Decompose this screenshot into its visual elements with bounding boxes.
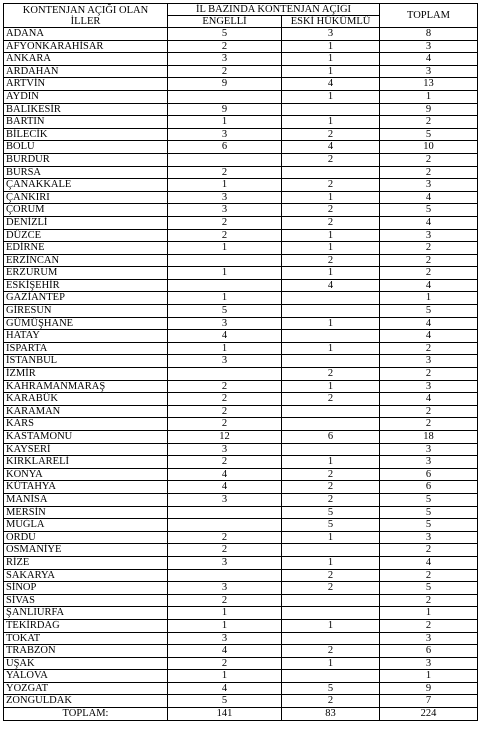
- table-row: [4, 405, 478, 418]
- province-cell: SİVAS: [4, 594, 168, 607]
- table-row: [4, 519, 478, 532]
- table-row: [4, 619, 478, 632]
- table-row: [4, 506, 478, 519]
- province-cell: GAZİANTEP: [4, 292, 168, 305]
- province-cell: ARTVİN: [4, 78, 168, 91]
- toplam-cell: 2: [380, 544, 478, 557]
- province-cell: ARDAHAN: [4, 65, 168, 78]
- table-row: [4, 267, 478, 280]
- engelli-cell: 2: [168, 229, 282, 242]
- eski-hukumlu-cell: 1: [282, 53, 380, 66]
- table-row: [4, 670, 478, 683]
- table-row: [4, 317, 478, 330]
- table-row: [4, 216, 478, 229]
- engelli-cell: 3: [168, 556, 282, 569]
- eski-hukumlu-cell: [282, 544, 380, 557]
- table-row: [4, 204, 478, 217]
- header-eski-hukumlu: ESKİ HÜKÜMLÜ: [282, 16, 380, 28]
- eski-hukumlu-cell: [282, 418, 380, 431]
- engelli-cell: 2: [168, 405, 282, 418]
- engelli-cell: 1: [168, 267, 282, 280]
- engelli-cell: 2: [168, 531, 282, 544]
- eski-hukumlu-cell: 1: [282, 456, 380, 469]
- eski-hukumlu-cell: 2: [282, 216, 380, 229]
- table-row: [4, 116, 478, 129]
- toplam-cell: 4: [380, 216, 478, 229]
- table-row: [4, 342, 478, 355]
- engelli-cell: 4: [168, 481, 282, 494]
- province-cell: EDİRNE: [4, 242, 168, 255]
- engelli-cell: 3: [168, 204, 282, 217]
- eski-hukumlu-cell: 1: [282, 229, 380, 242]
- table-row: [4, 531, 478, 544]
- table-body: [4, 28, 478, 708]
- eski-hukumlu-cell: 2: [282, 582, 380, 595]
- toplam-cell: 6: [380, 645, 478, 658]
- engelli-cell: 1: [168, 670, 282, 683]
- engelli-cell: 3: [168, 317, 282, 330]
- eski-hukumlu-cell: [282, 670, 380, 683]
- engelli-cell: 5: [168, 695, 282, 708]
- eski-hukumlu-cell: 1: [282, 267, 380, 280]
- eski-hukumlu-cell: 1: [282, 531, 380, 544]
- province-cell: DENİZLİ: [4, 216, 168, 229]
- province-cell: İSTANBUL: [4, 355, 168, 368]
- header-engelli: ENGELLİ: [168, 16, 282, 28]
- province-cell: ESKİŞEHİR: [4, 279, 168, 292]
- engelli-cell: 3: [168, 53, 282, 66]
- table-row: [4, 279, 478, 292]
- province-cell: İZMİR: [4, 368, 168, 381]
- table-row: [4, 481, 478, 494]
- table-header: [4, 4, 478, 28]
- table-row: [4, 90, 478, 103]
- engelli-cell: 1: [168, 242, 282, 255]
- province-cell: TEKİRDAĞ: [4, 619, 168, 632]
- table-row: [4, 468, 478, 481]
- province-cell: YOZGAT: [4, 682, 168, 695]
- table-row: [4, 544, 478, 557]
- table-row: [4, 443, 478, 456]
- eski-hukumlu-cell: 4: [282, 78, 380, 91]
- eski-hukumlu-cell: [282, 594, 380, 607]
- engelli-cell: 2: [168, 657, 282, 670]
- toplam-cell: 1: [380, 292, 478, 305]
- province-cell: ŞANLIURFA: [4, 607, 168, 620]
- engelli-cell: 12: [168, 431, 282, 444]
- engelli-cell: 2: [168, 65, 282, 78]
- province-cell: ZONGULDAK: [4, 695, 168, 708]
- totals-engelli: 141: [168, 708, 282, 721]
- eski-hukumlu-cell: 1: [282, 191, 380, 204]
- toplam-cell: 2: [380, 267, 478, 280]
- province-cell: MERSİN: [4, 506, 168, 519]
- province-cell: KARAMAN: [4, 405, 168, 418]
- table-row: [4, 582, 478, 595]
- toplam-cell: 5: [380, 493, 478, 506]
- engelli-cell: 4: [168, 468, 282, 481]
- province-cell: KÜTAHYA: [4, 481, 168, 494]
- toplam-cell: 3: [380, 179, 478, 192]
- province-cell: BİLECİK: [4, 128, 168, 141]
- province-cell: KASTAMONU: [4, 431, 168, 444]
- toplam-cell: 4: [380, 317, 478, 330]
- toplam-cell: 1: [380, 670, 478, 683]
- eski-hukumlu-cell: [282, 632, 380, 645]
- engelli-cell: 2: [168, 393, 282, 406]
- engelli-cell: 3: [168, 191, 282, 204]
- eski-hukumlu-cell: [282, 443, 380, 456]
- engelli-cell: [168, 279, 282, 292]
- toplam-cell: 2: [380, 569, 478, 582]
- engelli-cell: [168, 153, 282, 166]
- toplam-cell: 3: [380, 229, 478, 242]
- toplam-cell: 2: [380, 166, 478, 179]
- toplam-cell: 5: [380, 128, 478, 141]
- toplam-cell: 4: [380, 393, 478, 406]
- toplam-cell: 3: [380, 443, 478, 456]
- engelli-cell: 1: [168, 342, 282, 355]
- table-row: [4, 431, 478, 444]
- toplam-cell: 2: [380, 619, 478, 632]
- table-footer: [4, 708, 478, 721]
- engelli-cell: 2: [168, 166, 282, 179]
- toplam-cell: 3: [380, 531, 478, 544]
- toplam-cell: 1: [380, 607, 478, 620]
- toplam-cell: 2: [380, 405, 478, 418]
- engelli-cell: [168, 519, 282, 532]
- eski-hukumlu-cell: 2: [282, 368, 380, 381]
- eski-hukumlu-cell: 1: [282, 556, 380, 569]
- province-cell: SAKARYA: [4, 569, 168, 582]
- eski-hukumlu-cell: 2: [282, 204, 380, 217]
- totals-row: [4, 708, 478, 721]
- eski-hukumlu-cell: 1: [282, 619, 380, 632]
- eski-hukumlu-cell: 2: [282, 569, 380, 582]
- toplam-cell: 3: [380, 380, 478, 393]
- eski-hukumlu-cell: 2: [282, 468, 380, 481]
- toplam-cell: 2: [380, 342, 478, 355]
- header-toplam: TOPLAM: [380, 4, 478, 28]
- province-cell: ANKARA: [4, 53, 168, 66]
- toplam-cell: 6: [380, 468, 478, 481]
- province-cell: ERZURUM: [4, 267, 168, 280]
- table-row: [4, 229, 478, 242]
- table-row: [4, 682, 478, 695]
- table-row: [4, 594, 478, 607]
- engelli-cell: 2: [168, 216, 282, 229]
- table-row: [4, 632, 478, 645]
- province-cell: SİNOP: [4, 582, 168, 595]
- eski-hukumlu-cell: 2: [282, 254, 380, 267]
- toplam-cell: 4: [380, 279, 478, 292]
- eski-hukumlu-cell: 5: [282, 682, 380, 695]
- engelli-cell: 1: [168, 619, 282, 632]
- province-cell: MUĞLA: [4, 519, 168, 532]
- engelli-cell: 3: [168, 632, 282, 645]
- engelli-cell: 1: [168, 292, 282, 305]
- engelli-cell: 3: [168, 493, 282, 506]
- province-cell: KONYA: [4, 468, 168, 481]
- province-cell: DÜZCE: [4, 229, 168, 242]
- province-cell: TRABZON: [4, 645, 168, 658]
- province-cell: ADANA: [4, 28, 168, 41]
- engelli-cell: 3: [168, 582, 282, 595]
- toplam-cell: 4: [380, 330, 478, 343]
- toplam-cell: 2: [380, 594, 478, 607]
- totals-eski-hukumlu: 83: [282, 708, 380, 721]
- engelli-cell: 6: [168, 141, 282, 154]
- eski-hukumlu-cell: 1: [282, 317, 380, 330]
- totals-label: TOPLAM:: [4, 708, 168, 721]
- toplam-cell: 5: [380, 582, 478, 595]
- province-cell: ORDU: [4, 531, 168, 544]
- province-cell: AFYONKARAHİSAR: [4, 40, 168, 53]
- toplam-cell: 6: [380, 481, 478, 494]
- eski-hukumlu-cell: 2: [282, 481, 380, 494]
- table-row: [4, 103, 478, 116]
- toplam-cell: 9: [380, 682, 478, 695]
- province-cell: ISPARTA: [4, 342, 168, 355]
- province-cell: BARTIN: [4, 116, 168, 129]
- toplam-cell: 4: [380, 556, 478, 569]
- eski-hukumlu-cell: 4: [282, 279, 380, 292]
- province-cell: BURSA: [4, 166, 168, 179]
- eski-hukumlu-cell: [282, 103, 380, 116]
- eski-hukumlu-cell: 1: [282, 65, 380, 78]
- toplam-cell: 10: [380, 141, 478, 154]
- table-row: [4, 355, 478, 368]
- province-cell: HATAY: [4, 330, 168, 343]
- toplam-cell: 2: [380, 368, 478, 381]
- province-cell: MANİSA: [4, 493, 168, 506]
- eski-hukumlu-cell: 5: [282, 506, 380, 519]
- engelli-cell: 9: [168, 103, 282, 116]
- eski-hukumlu-cell: [282, 292, 380, 305]
- engelli-cell: 1: [168, 116, 282, 129]
- toplam-cell: 18: [380, 431, 478, 444]
- table-row: [4, 380, 478, 393]
- eski-hukumlu-cell: 6: [282, 431, 380, 444]
- engelli-cell: [168, 506, 282, 519]
- eski-hukumlu-cell: 4: [282, 141, 380, 154]
- engelli-cell: 2: [168, 380, 282, 393]
- eski-hukumlu-cell: 3: [282, 28, 380, 41]
- table-row: [4, 556, 478, 569]
- toplam-cell: 3: [380, 65, 478, 78]
- engelli-cell: [168, 254, 282, 267]
- engelli-cell: 4: [168, 682, 282, 695]
- header-iller-line1: KONTENJAN AÇIĞI OLAN: [22, 4, 149, 16]
- table-row: [4, 166, 478, 179]
- toplam-cell: 2: [380, 116, 478, 129]
- toplam-cell: 13: [380, 78, 478, 91]
- province-cell: OSMANİYE: [4, 544, 168, 557]
- toplam-cell: 3: [380, 355, 478, 368]
- eski-hukumlu-cell: 2: [282, 179, 380, 192]
- toplam-cell: 3: [380, 40, 478, 53]
- eski-hukumlu-cell: 1: [282, 380, 380, 393]
- eski-hukumlu-cell: 2: [282, 695, 380, 708]
- province-cell: BOLU: [4, 141, 168, 154]
- eski-hukumlu-cell: 1: [282, 342, 380, 355]
- province-cell: ÇANKIRI: [4, 191, 168, 204]
- toplam-cell: 7: [380, 695, 478, 708]
- table-row: [4, 695, 478, 708]
- province-cell: AYDIN: [4, 90, 168, 103]
- eski-hukumlu-cell: 1: [282, 116, 380, 129]
- toplam-cell: 5: [380, 305, 478, 318]
- province-cell: KARABÜK: [4, 393, 168, 406]
- table-row: [4, 141, 478, 154]
- table-row: [4, 128, 478, 141]
- engelli-cell: 2: [168, 594, 282, 607]
- engelli-cell: 1: [168, 607, 282, 620]
- engelli-cell: 2: [168, 544, 282, 557]
- engelli-cell: [168, 368, 282, 381]
- engelli-cell: 5: [168, 305, 282, 318]
- eski-hukumlu-cell: 2: [282, 128, 380, 141]
- kontenjan-table: [3, 3, 478, 721]
- toplam-cell: 9: [380, 103, 478, 116]
- toplam-cell: 2: [380, 153, 478, 166]
- province-cell: ÇANAKKALE: [4, 179, 168, 192]
- eski-hukumlu-cell: [282, 607, 380, 620]
- table-row: [4, 493, 478, 506]
- toplam-cell: 4: [380, 53, 478, 66]
- toplam-cell: 2: [380, 242, 478, 255]
- province-cell: YALOVA: [4, 670, 168, 683]
- totals-toplam: 224: [380, 708, 478, 721]
- province-cell: TOKAT: [4, 632, 168, 645]
- engelli-cell: 1: [168, 179, 282, 192]
- eski-hukumlu-cell: [282, 405, 380, 418]
- toplam-cell: 1: [380, 90, 478, 103]
- province-cell: BURDUR: [4, 153, 168, 166]
- table-row: [4, 418, 478, 431]
- toplam-cell: 3: [380, 657, 478, 670]
- table-row: [4, 53, 478, 66]
- toplam-cell: 5: [380, 506, 478, 519]
- table-row: [4, 179, 478, 192]
- table-row: [4, 242, 478, 255]
- table-row: [4, 254, 478, 267]
- toplam-cell: 4: [380, 191, 478, 204]
- header-group: İL BAZINDA KONTENJAN AÇIĞI: [168, 4, 380, 16]
- engelli-cell: 4: [168, 330, 282, 343]
- province-cell: GİRESUN: [4, 305, 168, 318]
- province-cell: KARS: [4, 418, 168, 431]
- engelli-cell: 3: [168, 355, 282, 368]
- province-cell: KAHRAMANMARAŞ: [4, 380, 168, 393]
- eski-hukumlu-cell: 2: [282, 393, 380, 406]
- table-row: [4, 305, 478, 318]
- eski-hukumlu-cell: [282, 355, 380, 368]
- engelli-cell: 2: [168, 418, 282, 431]
- province-cell: UŞAK: [4, 657, 168, 670]
- eski-hukumlu-cell: [282, 166, 380, 179]
- eski-hukumlu-cell: 2: [282, 493, 380, 506]
- eski-hukumlu-cell: 2: [282, 645, 380, 658]
- engelli-cell: [168, 90, 282, 103]
- table-row: [4, 153, 478, 166]
- province-cell: KIRKLARELİ: [4, 456, 168, 469]
- engelli-cell: [168, 569, 282, 582]
- eski-hukumlu-cell: 1: [282, 90, 380, 103]
- toplam-cell: 5: [380, 519, 478, 532]
- engelli-cell: 9: [168, 78, 282, 91]
- eski-hukumlu-cell: 1: [282, 657, 380, 670]
- table-row: [4, 657, 478, 670]
- toplam-cell: 3: [380, 632, 478, 645]
- eski-hukumlu-cell: 1: [282, 242, 380, 255]
- table-row: [4, 28, 478, 41]
- table-row: [4, 393, 478, 406]
- engelli-cell: 5: [168, 28, 282, 41]
- eski-hukumlu-cell: [282, 305, 380, 318]
- engelli-cell: 3: [168, 443, 282, 456]
- engelli-cell: 2: [168, 456, 282, 469]
- province-cell: GÜMÜŞHANE: [4, 317, 168, 330]
- table-row: [4, 292, 478, 305]
- engelli-cell: 4: [168, 645, 282, 658]
- table-row: [4, 330, 478, 343]
- province-cell: RİZE: [4, 556, 168, 569]
- toplam-cell: 2: [380, 418, 478, 431]
- table-row: [4, 40, 478, 53]
- eski-hukumlu-cell: 2: [282, 153, 380, 166]
- toplam-cell: 5: [380, 204, 478, 217]
- eski-hukumlu-cell: [282, 330, 380, 343]
- engelli-cell: 3: [168, 128, 282, 141]
- table-row: [4, 65, 478, 78]
- eski-hukumlu-cell: 1: [282, 40, 380, 53]
- table-row: [4, 569, 478, 582]
- table-row: [4, 645, 478, 658]
- toplam-cell: 8: [380, 28, 478, 41]
- table-row: [4, 191, 478, 204]
- province-cell: ÇORUM: [4, 204, 168, 217]
- table-row: [4, 456, 478, 469]
- table-row: [4, 78, 478, 91]
- table-row: [4, 607, 478, 620]
- toplam-cell: 3: [380, 456, 478, 469]
- toplam-cell: 2: [380, 254, 478, 267]
- province-cell: BALIKESİR: [4, 103, 168, 116]
- engelli-cell: 2: [168, 40, 282, 53]
- province-cell: KAYSERİ: [4, 443, 168, 456]
- eski-hukumlu-cell: 5: [282, 519, 380, 532]
- province-cell: ERZİNCAN: [4, 254, 168, 267]
- header-iller-line2: İLLER: [70, 15, 101, 27]
- table-row: [4, 368, 478, 381]
- header-iller: [4, 4, 168, 28]
